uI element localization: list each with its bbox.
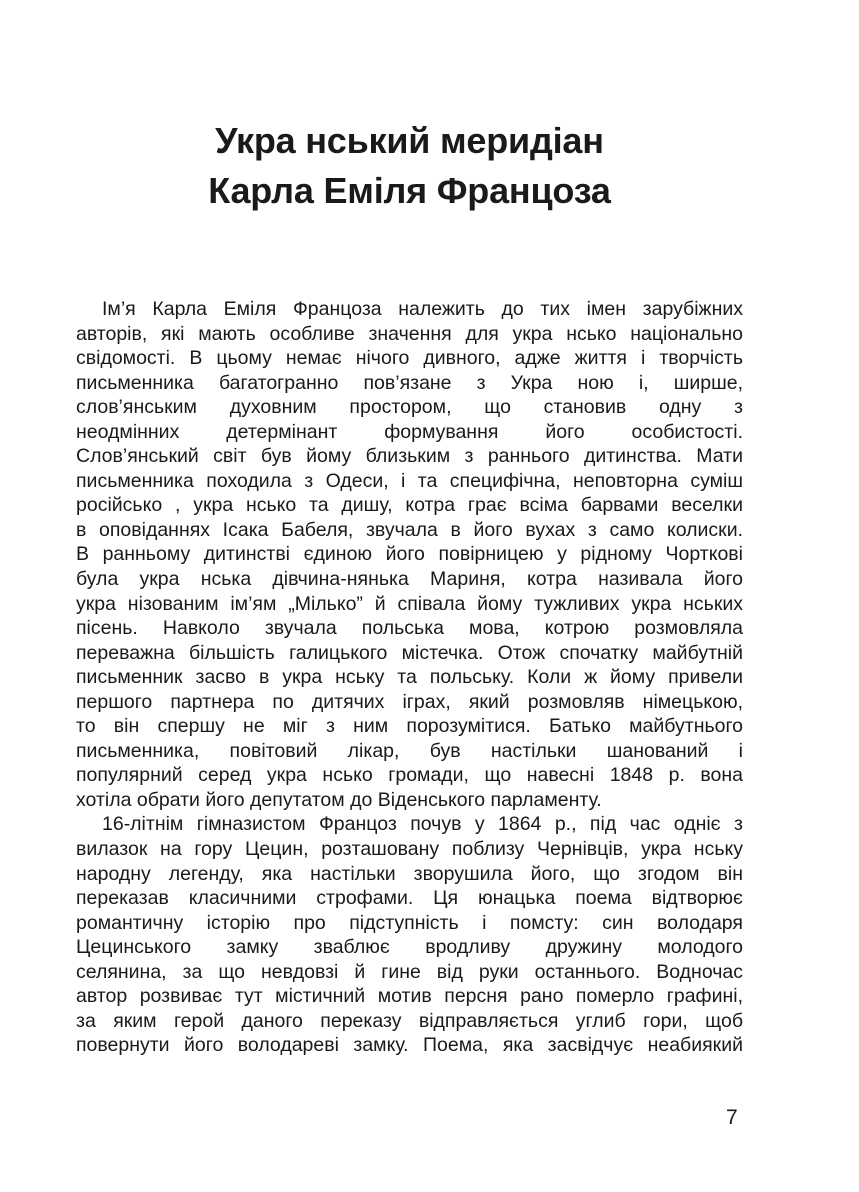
text-line: була укра нська дівчина-нянька Мариня, котра називала його — [76, 568, 743, 591]
text-line: Ім’я Карла Еміля Францоза належить до тих імен зарубіжних — [102, 298, 743, 320]
text-line: неодмінних детермінант формування його особистості. — [76, 420, 743, 443]
page-number: 7 — [726, 1106, 738, 1129]
text-line: 16-літнім гімназистом Францоз почув у 1864 р., під час одніє з — [102, 813, 743, 836]
text-line: авторів, які мають особливе значення для укра нсько національно — [76, 322, 743, 345]
text-line: селянина, за що невдовзі й гине від руки останнього. Водночас — [76, 960, 743, 983]
text-line: Слов’янський світ був йому близьким з раннього дитинства. Мати — [76, 445, 743, 468]
text-line: письменник засво в укра нську та польську. Коли ж йому привели — [76, 666, 743, 689]
text-line: в оповіданнях Ісака Бабеля, звучала в його вухах з само колиски. — [76, 518, 743, 541]
text-line: В ранньому дитинстві єдиною його повірницею у рідному Чорткові — [76, 543, 743, 566]
chapter-title — [0, 116, 819, 216]
text-line: хотіла обрати його депутатом до Віденського парламенту. — [76, 788, 602, 811]
text-line: свідомості. В цьому немає нічого дивного, адже життя і творчість — [76, 347, 743, 370]
text-line: за яким герой даного переказу відправляється углиб гори, щоб — [76, 1009, 743, 1032]
chapter-title-line-2: Карла Еміля Францоза — [208, 170, 611, 211]
text-line: народну легенду, яка настільки зворушила його, що згодом він — [76, 862, 743, 885]
text-line: пісень. Навколо звучала польська мова, котрою розмовляла — [76, 617, 743, 640]
text-line: романтичну історію про підступність і помсту: син володаря — [76, 911, 743, 934]
text-line: переказав класичними строфами. Ця юнацька поема відтворює — [76, 887, 743, 910]
text-line: переважна більшість галицького містечка. Отож спочатку майбутній — [76, 641, 743, 664]
text-line: укра нізованим ім’ям „Мілько” й співала йому тужливих укра нських — [76, 592, 743, 615]
text-line: першого партнера по дитячих іграх, який розмовляв німецькою, — [76, 690, 743, 713]
text-line: письменника багатогранно пов’язане з Укра ною і, ширше, — [76, 371, 743, 394]
body-text — [76, 297, 743, 1058]
chapter-title-line-1: Укра нський меридіан — [215, 120, 604, 161]
text-line: популярний серед укра нсько громади, що навесні 1848 р. вона — [76, 764, 743, 787]
text-line: автор розвиває тут містичний мотив персня рано померло графині, — [76, 985, 743, 1008]
text-line: письменника, повітовий лікар, був настільки шанований і — [76, 739, 743, 762]
text-line: повернути його володареві замку. Поема, яка засвідчує неабиякий — [76, 1034, 743, 1057]
text-line: то він спершу не міг з ним порозумітися. Батько майбутнього — [76, 715, 743, 738]
text-line: російсько , укра нсько та дишу, котра грає всіма барвами веселки — [76, 494, 743, 517]
text-line: вилазок на гору Цецин, розташовану поблизу Чернівців, укра нську — [76, 838, 743, 861]
text-line: Цецинського замку зваблює вродливу дружину молодого — [76, 936, 743, 959]
text-line: письменника походила з Одеси, і та специфічна, неповторна суміш — [76, 469, 743, 492]
text-line: слов’янським духовним простором, що становив одну з — [76, 396, 743, 419]
